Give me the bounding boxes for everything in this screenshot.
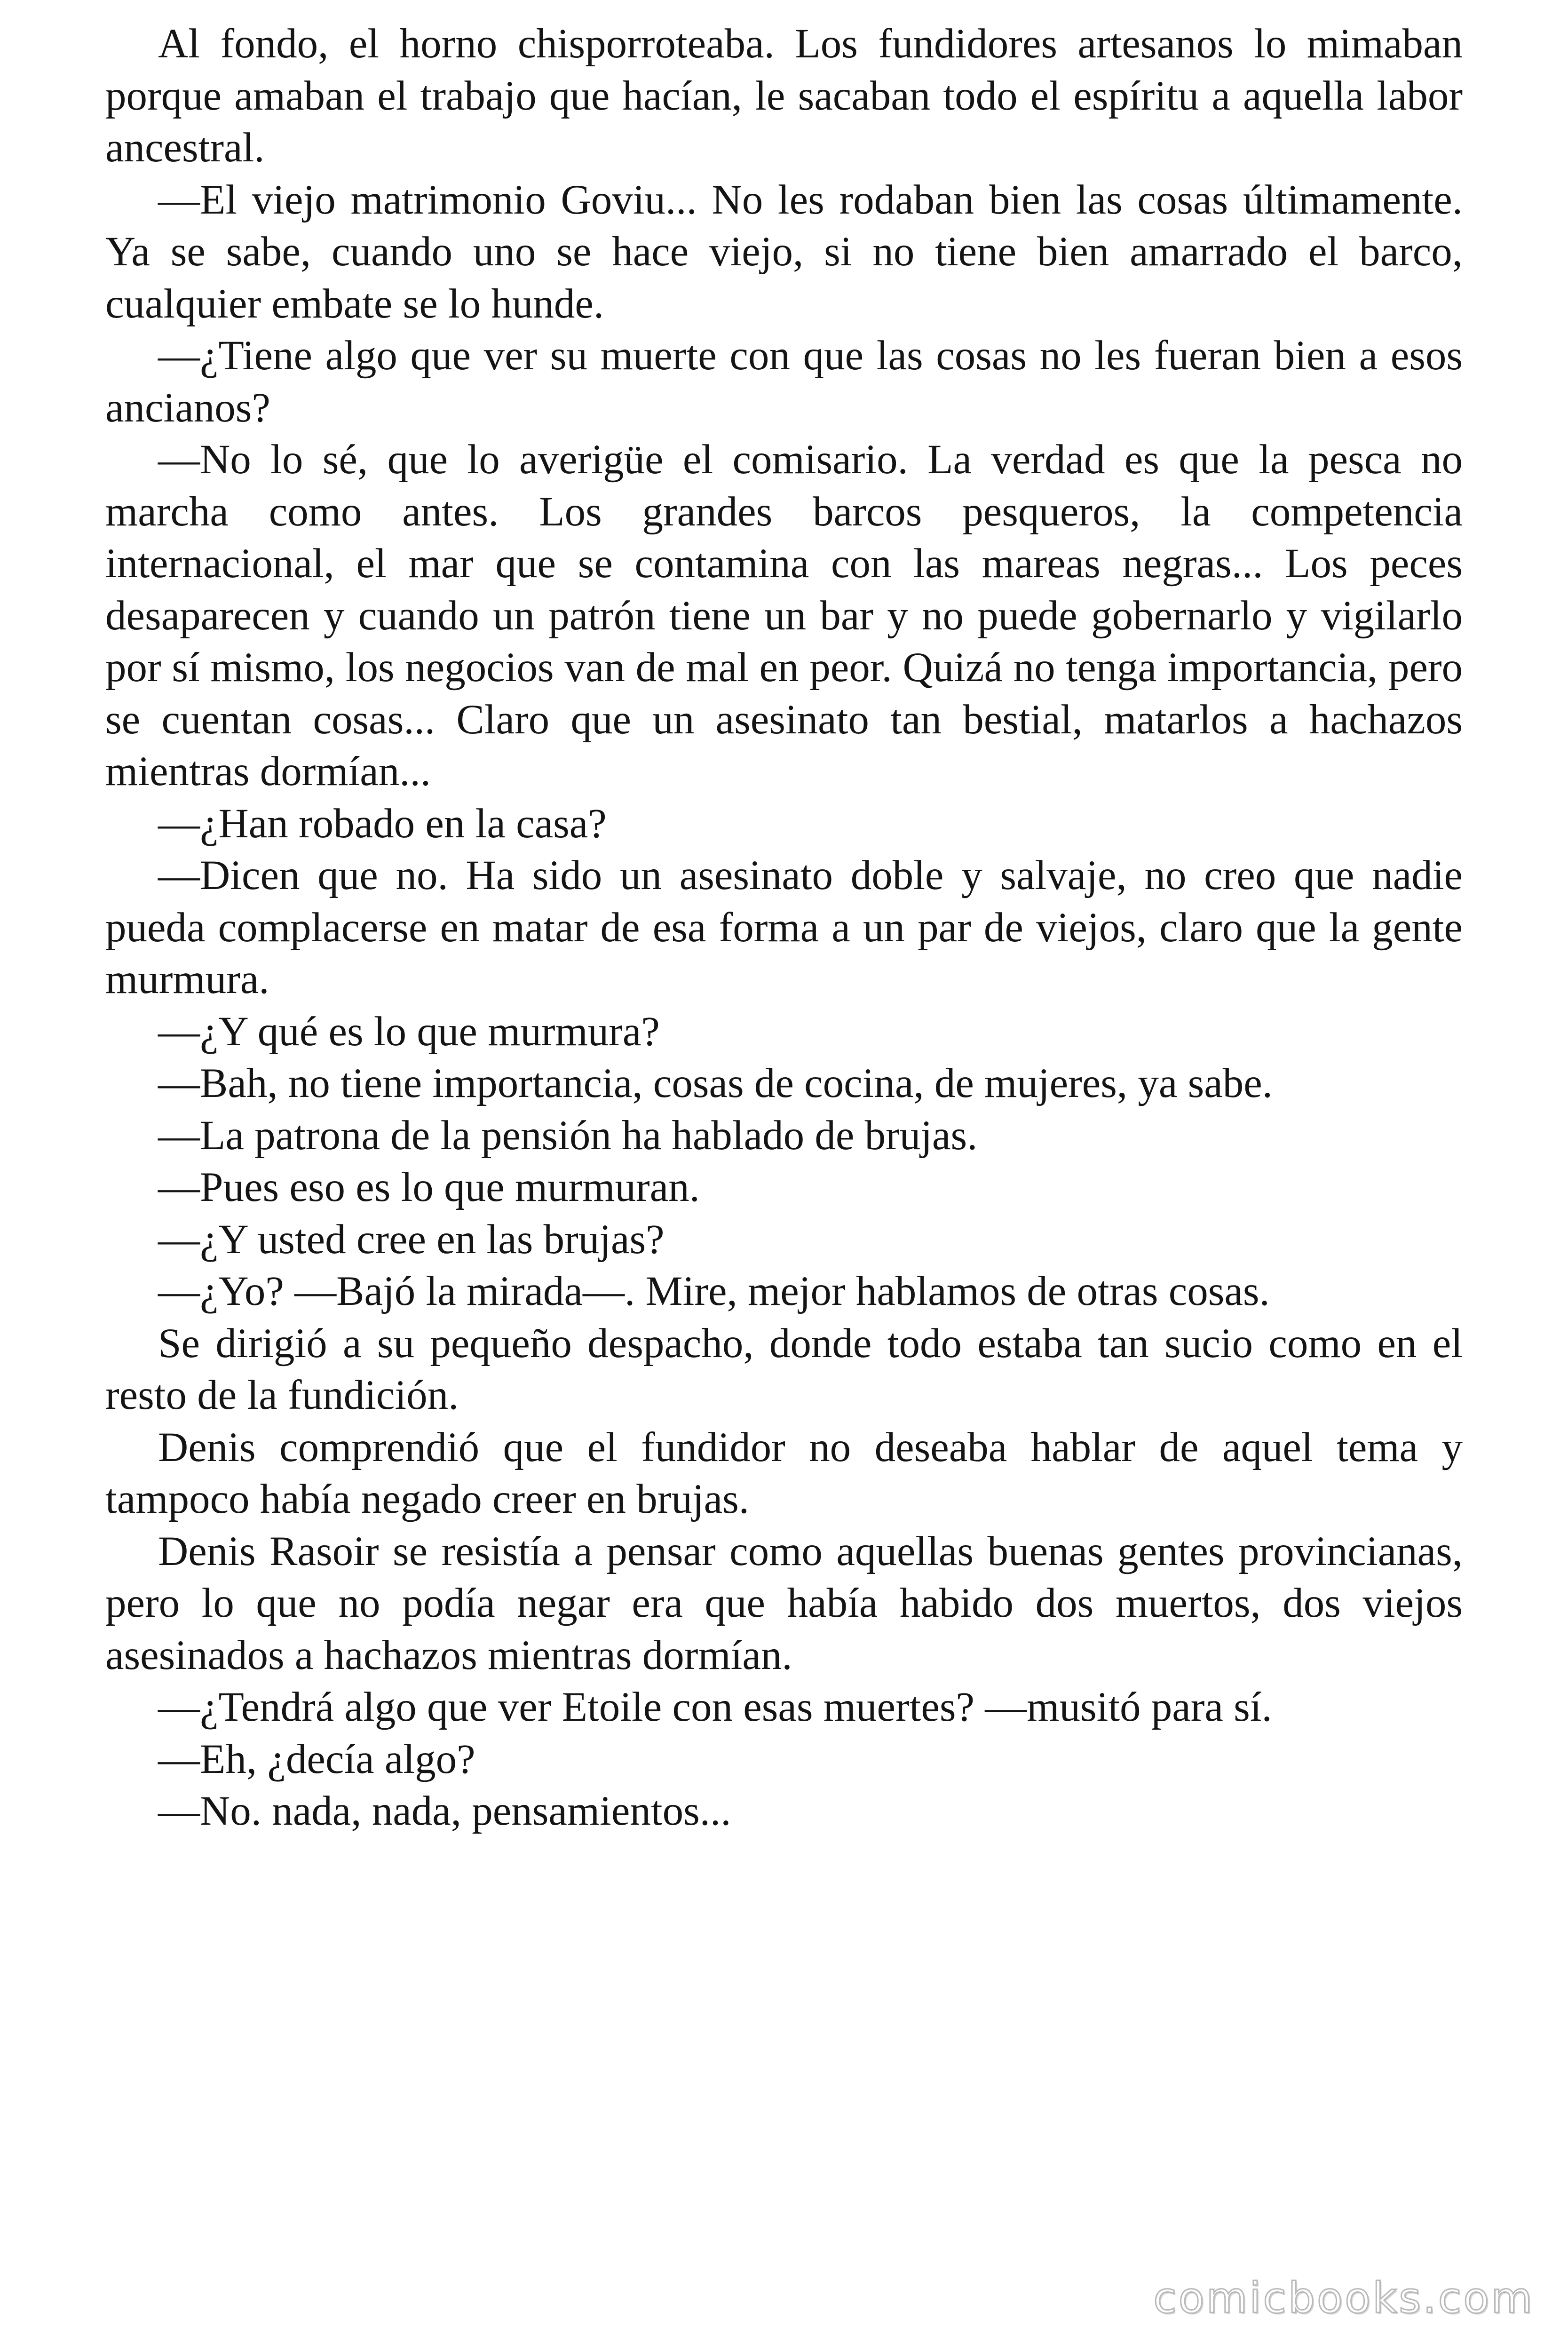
paragraph: —No lo sé, que lo averigüe el comisario. La verdad es que la pesca no marcha como antes. Los grandes barcos pesqueros, la competencia internacional, el mar que se contamina con las mareas negras... Los peces desaparecen y cuando un patrón tiene un bar y no puede gobernarlo y vigilarlo por sí mismo, los negocios van de mal en peor. Quizá no tenga importancia, pero se cuentan cosas... Claro que un asesinato tan bestial, matarlos a hachazos mientras dormían... (105, 437, 1463, 795)
page-text (105, 18, 1463, 1837)
paragraph: —Pues eso es lo que murmuran. (158, 1164, 700, 1210)
paragraph: —El viejo matrimonio Goviu... No les rodaban bien las cosas últimamente. Ya se sabe, cuando uno se hace viejo, si no tiene bien amarrado el barco, cualquier embate se lo hunde. (105, 176, 1463, 327)
paragraph: —La patrona de la pensión ha hablado de brujas. (158, 1112, 978, 1159)
paragraph: —¿Yo? —Bajó la mirada—. Mire, mejor hablamos de otras cosas. (158, 1268, 1270, 1314)
paragraph: —Bah, no tiene importancia, cosas de cocina, de mujeres, ya sabe. (158, 1060, 1273, 1106)
paragraph: Denis comprendió que el fundidor no deseaba hablar de aquel tema y tampoco había negado creer en brujas. (105, 1424, 1463, 1522)
paragraph: —¿Y usted cree en las brujas? (158, 1216, 665, 1263)
paragraph: —No. nada, nada, pensamientos... (158, 1788, 731, 1834)
paragraph: —¿Han robado en la casa? (158, 800, 607, 847)
paragraph: Denis Rasoir se resistía a pensar como aquellas buenas gentes provincianas, pero lo que no podía negar era que había habido dos muertos, dos viejos asesinados a hachazos mientras dormían. (105, 1528, 1463, 1678)
paragraph: Al fondo, el horno chisporroteaba. Los fundidores artesanos lo mimaban porque amaban el trabajo que hacían, le sacaban todo el espíritu a aquella labor ancestral. (105, 21, 1463, 171)
watermark: comicbooks.com (1153, 2273, 1534, 2323)
paragraph: —Eh, ¿decía algo? (158, 1736, 475, 1782)
paragraph: —¿Tiene algo que ver su muerte con que las cosas no les fueran bien a esos ancianos? (105, 333, 1463, 431)
paragraph: —Dicen que no. Ha sido un asesinato doble y salvaje, no creo que nadie pueda complacerse en matar de esa forma a un par de viejos, claro que la gente murmura. (105, 852, 1463, 1002)
paragraph: Se dirigió a su pequeño despacho, donde todo estaba tan sucio como en el resto de la fundición. (105, 1320, 1463, 1418)
paragraph: —¿Tendrá algo que ver Etoile con esas muertes? —musitó para sí. (158, 1684, 1272, 1730)
paragraph: —¿Y qué es lo que murmura? (158, 1008, 660, 1055)
